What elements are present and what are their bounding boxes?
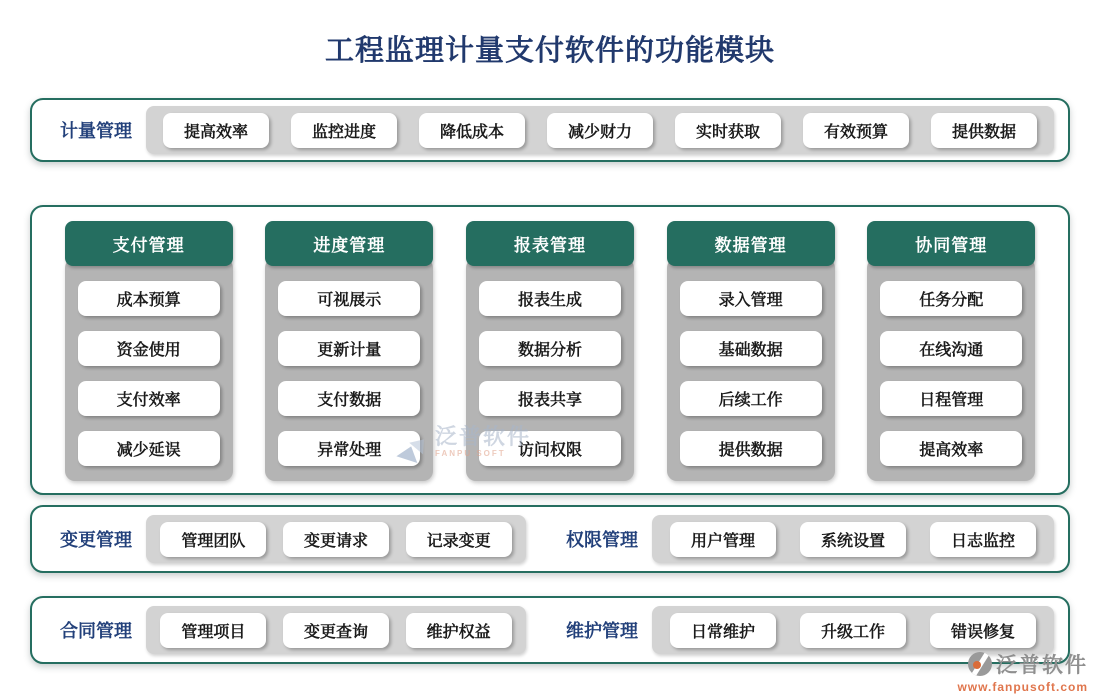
feature-pill: 报表共享 [479,381,621,416]
page-title: 工程监理计量支付软件的功能模块 [324,35,775,67]
module-column-collaboration [867,221,1035,481]
brand-logo [957,649,1088,694]
feature-pill: 报表生成 [479,281,621,316]
feature-pill: 管理团队 [160,522,266,557]
feature-pill: 升级工作 [800,613,906,648]
feature-pill: 异常处理 [278,431,420,466]
brand-name: 泛普软件 [996,654,1088,677]
feature-pill: 变更请求 [283,522,389,557]
fanpu-logo-icon [968,652,992,676]
module-header: 协同管理 [867,221,1035,266]
section-label-permission: 权限管理 [565,530,638,550]
module-body [466,258,634,481]
feature-band-change [146,515,526,563]
feature-pill: 在线沟通 [880,331,1022,366]
watermark-text: 泛普软件 [435,424,532,449]
module-column-data [667,221,835,481]
brand-url: www.fanpusoft.com [957,680,1088,694]
section-label-maintenance: 维护管理 [565,621,638,641]
feature-pill: 后续工作 [680,381,822,416]
feature-pill: 录入管理 [680,281,822,316]
feature-pill: 资金使用 [78,331,220,366]
feature-pill: 支付效率 [78,381,220,416]
feature-pill: 减少延误 [78,431,220,466]
module-body [867,258,1035,481]
module-header: 进度管理 [265,221,433,266]
feature-pill: 用户管理 [670,522,776,557]
feature-pill: 提高效率 [163,113,269,148]
section-label-measurement: 计量管理 [60,121,132,141]
feature-band-contract [146,606,526,654]
feature-pill: 监控进度 [291,113,397,148]
feature-band-measurement [146,106,1054,154]
module-body [265,258,433,481]
feature-band-maintenance [652,606,1054,654]
feature-pill: 记录变更 [406,522,512,557]
feature-pill: 提供数据 [931,113,1037,148]
module-column-payment [65,221,233,481]
module-body [667,258,835,481]
feature-pill: 提高效率 [880,431,1022,466]
section-measurement-management [30,98,1070,162]
module-header: 报表管理 [466,221,634,266]
feature-pill: 降低成本 [419,113,525,148]
section-label-change: 变更管理 [60,530,132,550]
feature-pill: 错误修复 [930,613,1036,648]
feature-pill: 任务分配 [880,281,1022,316]
feature-pill: 基础数据 [680,331,822,366]
feature-pill: 支付数据 [278,381,420,416]
feature-pill: 系统设置 [800,522,906,557]
feature-pill: 有效预算 [803,113,909,148]
feature-pill: 提供数据 [680,431,822,466]
feature-pill: 日常维护 [670,613,776,648]
watermark-subtext: FANPU SOFT [435,449,506,458]
section-module-grid [30,205,1070,495]
module-header: 支付管理 [65,221,233,266]
feature-pill: 成本预算 [78,281,220,316]
section-change-and-permission [30,505,1070,573]
feature-pill: 维护权益 [406,613,512,648]
feature-pill: 变更查询 [283,613,389,648]
feature-pill: 实时获取 [675,113,781,148]
feature-pill: 访问权限 [479,431,621,466]
feature-pill: 更新计量 [278,331,420,366]
feature-pill: 日程管理 [880,381,1022,416]
module-body [65,258,233,481]
feature-pill: 日志监控 [930,522,1036,557]
section-label-contract: 合同管理 [60,621,132,641]
feature-pill: 可视展示 [278,281,420,316]
feature-pill: 减少财力 [547,113,653,148]
module-column-report [466,221,634,481]
module-header: 数据管理 [667,221,835,266]
feature-pill: 数据分析 [479,331,621,366]
module-column-progress [265,221,433,481]
section-contract-and-maintenance [30,596,1070,664]
feature-band-permission [652,515,1054,563]
feature-pill: 管理项目 [160,613,266,648]
